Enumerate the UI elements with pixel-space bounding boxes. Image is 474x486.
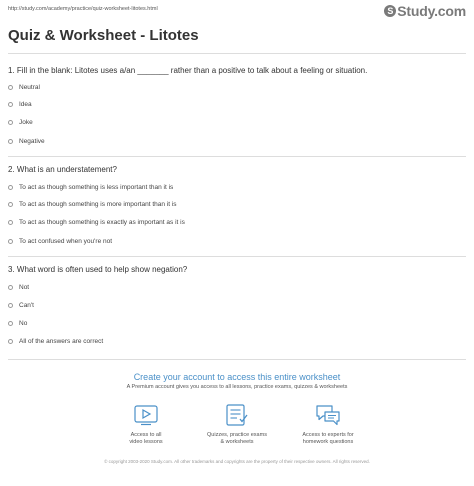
radio-button-icon[interactable]: [8, 202, 13, 207]
question-1-option[interactable]: [8, 119, 33, 126]
question-1-option[interactable]: [8, 84, 40, 91]
create-account-link[interactable]: Create your account to access this entire worksheet: [133, 372, 341, 382]
radio-button-icon[interactable]: [8, 239, 13, 244]
video-lesson-icon: [133, 404, 159, 426]
question-2-option[interactable]: [8, 184, 173, 191]
option-label: Idea: [19, 101, 32, 108]
option-label: Negative: [19, 138, 45, 145]
question-3-option[interactable]: [8, 284, 29, 291]
question-3-option[interactable]: [8, 320, 27, 327]
feature-video-lessons: [101, 404, 191, 447]
feature-quizzes-worksheets: [192, 404, 282, 447]
question-divider: [8, 359, 466, 360]
option-label: No: [19, 320, 28, 327]
question-3-option[interactable]: [8, 338, 103, 345]
question-1-text: 1. Fill in the blank: Litotes uses a/an _______ rather than a positive to talk about a feeling or situation.: [8, 66, 368, 75]
question-divider: [8, 156, 466, 157]
question-2-option[interactable]: [8, 238, 112, 245]
page-url: http://study.com/academy/practice/quiz-worksheet-litotes.html: [8, 6, 158, 12]
question-1-option[interactable]: [8, 101, 32, 108]
cta-subtitle: A Premium account gives you access to all lessons, practice exams, quizzes & worksheets: [126, 384, 348, 390]
question-3-option[interactable]: [8, 302, 34, 309]
question-3-text: 3. What word is often used to help show negation?: [8, 265, 188, 274]
quiz-worksheet-icon: [224, 404, 250, 426]
feature-expert-help: [283, 404, 373, 447]
option-label: To act as though something is less important than it is: [19, 184, 174, 191]
copyright-footer: © copyright 2003-2020 Study.com. All other trademarks and copyrights are the property of their respective owners. All rights reserved.: [104, 459, 370, 464]
radio-button-icon[interactable]: [8, 285, 13, 290]
feature-label: Access to all video lessons: [129, 432, 163, 446]
radio-button-icon[interactable]: [8, 139, 13, 144]
radio-button-icon[interactable]: [8, 220, 13, 225]
radio-button-icon[interactable]: [8, 120, 13, 125]
radio-button-icon[interactable]: [8, 321, 13, 326]
question-1-option[interactable]: [8, 138, 45, 145]
title-divider: [8, 53, 466, 54]
radio-button-icon[interactable]: [8, 303, 13, 308]
option-label: Neutral: [19, 84, 40, 91]
option-label: All of the answers are correct: [19, 338, 104, 345]
feature-label: Quizzes, practice exams & worksheets: [207, 432, 267, 446]
option-label: Can't: [19, 302, 34, 309]
radio-button-icon[interactable]: [8, 102, 13, 107]
study-logo[interactable]: [384, 3, 466, 19]
option-label: To act as though something is exactly as important as it is: [19, 219, 185, 226]
radio-button-icon[interactable]: [8, 185, 13, 190]
radio-button-icon[interactable]: [8, 85, 13, 90]
question-divider: [8, 256, 466, 257]
radio-button-icon[interactable]: [8, 339, 13, 344]
option-label: To act confused when you're not: [19, 238, 113, 245]
question-2-option[interactable]: [8, 219, 185, 226]
feature-label: Access to experts for homework questions: [302, 432, 354, 446]
question-2-text: 2. What is an understatement?: [8, 165, 117, 174]
expert-chat-icon: [315, 404, 341, 426]
study-logo-icon: S: [384, 5, 396, 17]
study-logo-text: Study.com: [397, 3, 466, 19]
page-header: [0, 0, 474, 20]
option-label: Joke: [19, 119, 33, 126]
option-label: To act as though something is more important than it is: [19, 201, 177, 208]
question-2-option[interactable]: [8, 201, 177, 208]
option-label: Not: [19, 284, 30, 291]
page-title: Quiz & Worksheet - Litotes: [8, 27, 199, 44]
